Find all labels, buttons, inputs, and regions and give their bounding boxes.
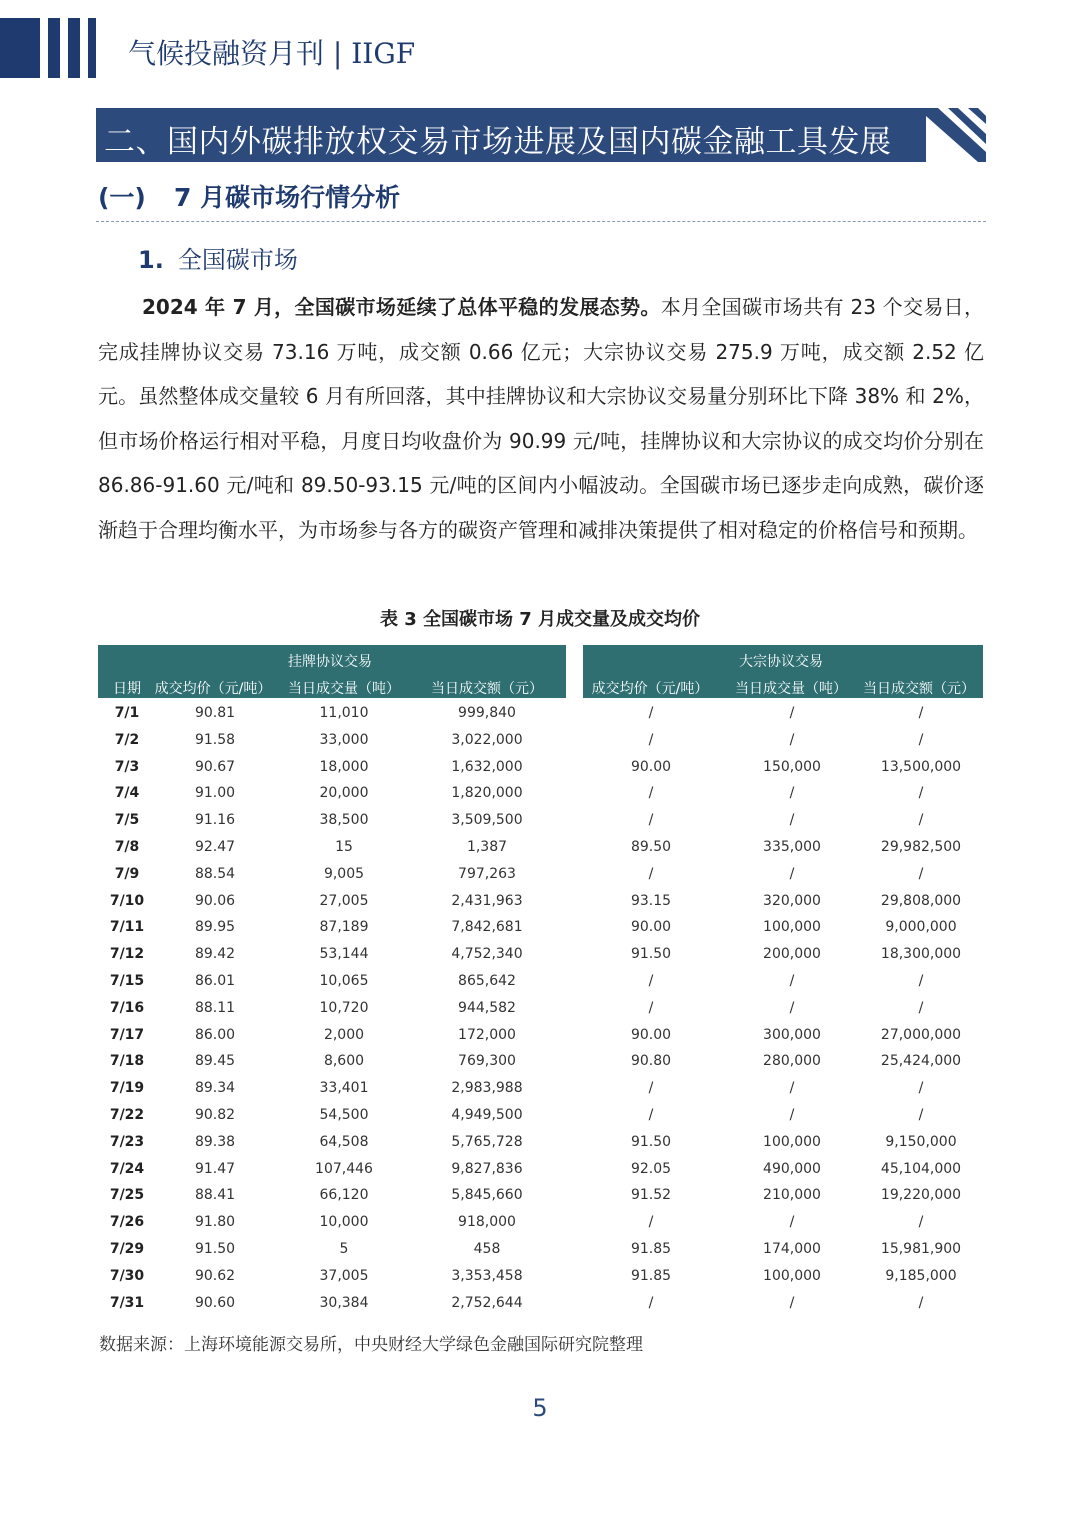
cell-listed-avg-price: 88.54 (194, 865, 236, 882)
cell-listed-avg-price: 86.01 (194, 973, 236, 989)
cell-listed-avg-price: 90.60 (194, 1294, 236, 1311)
cell-block-avg-price: 90.80 (630, 1053, 672, 1070)
cell-listed-volume: 10,065 (319, 973, 369, 989)
cell-block-amount: / (918, 1214, 924, 1231)
table-row (0, 1102, 1080, 1129)
cell-block-avg-price: 91.85 (630, 1241, 672, 1257)
cell-listed-amount: 2,431,963 (451, 892, 523, 909)
cell-block-avg-price: / (648, 785, 654, 802)
cell-listed-amount: 7,842,681 (451, 919, 523, 936)
cell-block-amount: 18,300,000 (880, 946, 962, 963)
cell-block-volume: 210,000 (763, 1187, 821, 1204)
cell-listed-avg-price: 90.62 (194, 1267, 236, 1284)
cell-listed-avg-price: 90.82 (194, 1107, 236, 1123)
cell-block-volume: 335,000 (763, 839, 821, 855)
cell-listed-avg-price: 91.47 (194, 1160, 236, 1177)
table-row (0, 1156, 1080, 1183)
page-number: 5 (532, 1394, 548, 1422)
cell-block-amount: / (918, 999, 924, 1016)
cell-date: 7/29 (109, 1241, 145, 1257)
subsubsection-heading (138, 240, 298, 275)
cell-block-volume: 150,000 (763, 758, 821, 775)
table-row (0, 1075, 1080, 1102)
col-header-listed-volume: 当日成交量（吨） (288, 681, 400, 697)
cell-listed-avg-price: 88.41 (194, 1187, 236, 1204)
cell-block-volume: 200,000 (763, 946, 821, 963)
cell-date: 7/24 (109, 1160, 145, 1177)
cell-date: 7/1 (114, 705, 140, 721)
cell-listed-amount: 865,642 (458, 973, 516, 989)
subsection-title: 7 月碳市场行情分析 (174, 183, 401, 212)
col-header-listed-amount: 当日成交额（元） (431, 681, 543, 697)
cell-listed-volume: 18,000 (319, 758, 369, 775)
cell-listed-avg-price: 91.50 (194, 1241, 236, 1257)
table-row (0, 1129, 1080, 1156)
group-header-listed: 挂牌协议交易 (288, 654, 372, 670)
table-header-block (583, 645, 983, 698)
cell-block-volume: 320,000 (763, 892, 821, 909)
cell-block-avg-price: 90.00 (630, 919, 672, 936)
cell-block-amount: 9,000,000 (885, 919, 957, 936)
cell-listed-amount: 3,509,500 (451, 812, 523, 829)
cell-listed-amount: 5,765,728 (451, 1133, 523, 1150)
table-row (0, 1209, 1080, 1236)
cell-block-amount: 9,185,000 (885, 1267, 957, 1284)
cell-block-avg-price: / (648, 812, 654, 829)
cell-date: 7/26 (109, 1214, 145, 1231)
cell-date: 7/5 (114, 812, 140, 829)
cell-block-amount: 13,500,000 (880, 758, 962, 775)
cell-listed-amount: 3,022,000 (451, 731, 523, 748)
cell-listed-avg-price: 90.81 (194, 705, 236, 721)
cell-block-volume: 100,000 (763, 1133, 821, 1150)
cell-listed-volume: 37,005 (319, 1267, 369, 1284)
cell-listed-volume: 107,446 (315, 1160, 373, 1177)
cell-block-amount: 25,424,000 (880, 1053, 962, 1070)
cell-listed-volume: 87,189 (319, 919, 369, 936)
table-row (0, 1290, 1080, 1317)
cell-listed-volume: 5 (339, 1241, 349, 1257)
cell-listed-amount: 172,000 (458, 1026, 516, 1043)
cell-date: 7/11 (109, 919, 145, 936)
cell-block-volume: / (789, 1107, 795, 1123)
cell-block-amount: 29,982,500 (880, 839, 962, 855)
cell-date: 7/15 (109, 973, 145, 989)
col-header-listed-avg-price: 成交均价（元/吨） (154, 681, 272, 697)
cell-block-amount: 19,220,000 (880, 1187, 962, 1204)
cell-listed-volume: 2,000 (323, 1026, 365, 1043)
cell-listed-amount: 2,752,644 (451, 1294, 523, 1311)
cell-date: 7/10 (109, 892, 145, 909)
cell-date: 7/16 (109, 999, 145, 1016)
cell-block-volume: / (789, 812, 795, 829)
cell-block-volume: / (789, 999, 795, 1016)
cell-block-volume: / (789, 865, 795, 882)
cell-block-avg-price: 90.00 (630, 1026, 672, 1043)
cell-listed-volume: 11,010 (319, 705, 369, 721)
col-header-date: 日期 (113, 681, 141, 697)
cell-block-volume: 300,000 (763, 1026, 821, 1043)
table-row (0, 941, 1080, 968)
cell-listed-amount: 4,949,500 (451, 1107, 523, 1123)
cell-listed-amount: 458 (473, 1241, 501, 1257)
cell-listed-amount: 918,000 (458, 1214, 516, 1231)
cell-listed-amount: 1,387 (466, 839, 508, 855)
cell-listed-avg-price: 89.34 (194, 1080, 236, 1097)
cell-listed-avg-price: 92.47 (194, 839, 236, 855)
cell-date: 7/30 (109, 1267, 145, 1284)
cell-date: 7/9 (114, 865, 140, 882)
cell-listed-volume: 27,005 (319, 892, 369, 909)
cell-block-amount: / (918, 785, 924, 802)
cell-date: 7/4 (114, 785, 140, 802)
cell-listed-amount: 2,983,988 (451, 1080, 523, 1097)
cell-date: 7/22 (109, 1107, 145, 1123)
table-row (0, 1236, 1080, 1263)
subsection-heading (98, 178, 400, 214)
cell-date: 7/23 (109, 1133, 145, 1150)
cell-listed-amount: 944,582 (458, 999, 516, 1016)
table-row (0, 1022, 1080, 1049)
cell-block-avg-price: 90.00 (630, 758, 672, 775)
cell-listed-volume: 53,144 (319, 946, 369, 963)
cell-block-volume: / (789, 785, 795, 802)
cell-date: 7/19 (109, 1080, 145, 1097)
cell-block-avg-price: 93.15 (630, 892, 672, 909)
table-caption: 表 3 全国碳市场 7 月成交量及成交均价 (379, 609, 701, 630)
cell-block-volume: 174,000 (763, 1241, 821, 1257)
cell-block-volume: 100,000 (763, 919, 821, 936)
table-row (0, 1182, 1080, 1209)
section-title: 二、国内外碳排放权交易市场进展及国内碳金融工具发展 (104, 124, 892, 160)
cell-listed-avg-price: 89.95 (194, 919, 236, 936)
cell-block-avg-price: / (648, 865, 654, 882)
data-source-note: 数据来源：上海环境能源交易所，中央财经大学绿色金融国际研究院整理 (99, 1335, 643, 1355)
cell-date: 7/2 (114, 731, 140, 748)
cell-block-amount: 29,808,000 (880, 892, 962, 909)
table-row (0, 834, 1080, 861)
cell-block-volume: / (789, 1080, 795, 1097)
cell-block-amount: 27,000,000 (880, 1026, 962, 1043)
cell-listed-volume: 66,120 (319, 1187, 369, 1204)
cell-block-volume: / (789, 1214, 795, 1231)
cell-block-amount: / (918, 812, 924, 829)
cell-listed-avg-price: 91.80 (194, 1214, 236, 1231)
cell-listed-volume: 33,000 (319, 731, 369, 748)
cell-block-amount: 15,981,900 (880, 1241, 962, 1257)
cell-listed-volume: 10,000 (319, 1214, 369, 1231)
cell-listed-volume: 38,500 (319, 812, 369, 829)
table-row (0, 754, 1080, 781)
cell-block-volume: / (789, 705, 795, 721)
cell-date: 7/12 (109, 946, 145, 963)
cell-date: 7/25 (109, 1187, 145, 1204)
col-header-block-amount: 当日成交额（元） (863, 681, 975, 697)
cell-listed-volume: 15 (335, 839, 353, 855)
cell-listed-avg-price: 91.16 (194, 812, 236, 829)
cell-listed-volume: 9,005 (323, 865, 365, 882)
paragraph-lead: 2024 年 7 月，全国碳市场延续了总体平稳的发展态势。 (142, 295, 661, 319)
table-row (0, 807, 1080, 834)
section-banner (96, 108, 986, 162)
dotted-divider (96, 221, 986, 222)
cell-date: 7/8 (114, 839, 140, 855)
cell-block-volume: 100,000 (763, 1267, 821, 1284)
cell-block-avg-price: / (648, 731, 654, 748)
cell-block-avg-price: 91.85 (630, 1267, 672, 1284)
cell-date: 7/3 (114, 758, 140, 775)
cell-block-amount: / (918, 1107, 924, 1123)
cell-listed-amount: 1,820,000 (451, 785, 523, 802)
cell-block-avg-price: / (648, 1107, 654, 1123)
subsubsection-title: 全国碳市场 (177, 246, 298, 274)
cell-block-volume: / (789, 1294, 795, 1311)
cell-listed-avg-price: 89.42 (194, 946, 236, 963)
diagonal-stripes-icon (926, 108, 986, 162)
cell-block-avg-price: 91.50 (630, 946, 672, 963)
cell-listed-amount: 769,300 (458, 1053, 516, 1070)
table-row (0, 700, 1080, 727)
col-header-block-avg-price: 成交均价（元/吨） (591, 681, 709, 697)
cell-block-volume: 280,000 (763, 1053, 821, 1070)
cell-block-volume: / (789, 973, 795, 989)
cell-listed-volume: 30,384 (319, 1294, 369, 1311)
table-header-listed (98, 645, 566, 698)
body-paragraph (98, 285, 984, 552)
cell-block-amount: / (918, 705, 924, 721)
cell-listed-amount: 999,840 (458, 705, 516, 721)
paragraph-body: 本月全国碳市场共有 23 个交易日，完成挂牌协议交易 73.16 万吨，成交额 0.66 亿元；大宗协议交易 275.9 万吨，成交额 2.52 亿元。虽然整体成交量较 6 月有所回落，其中挂牌协议和大宗协议交易量分别环比下降 38% 和 2%，但市场价格运行相对平稳，月度日均收盘价为 90.99 元/吨，挂牌协议和大宗协议的成交均价分别在 86.86-91.60 元/吨和 89.50-93.15 元/吨的区间内小幅波动。全国碳市场已逐步走向成熟，碳价逐渐趋于合理均衡水平，为市场参与各方的碳资产管理和减排决策提供了相对稳定的价格信号和预期。 (98, 295, 985, 542)
cell-block-amount: / (918, 973, 924, 989)
table-row (0, 914, 1080, 941)
cell-listed-amount: 797,263 (458, 865, 516, 882)
cell-listed-amount: 9,827,836 (451, 1160, 523, 1177)
cell-listed-avg-price: 90.06 (194, 892, 236, 909)
cell-listed-avg-price: 89.45 (194, 1053, 236, 1070)
cell-block-avg-price: 91.52 (630, 1187, 672, 1204)
cell-block-avg-price: / (648, 999, 654, 1016)
col-header-block-volume: 当日成交量（吨） (735, 681, 847, 697)
cell-block-avg-price: / (648, 1080, 654, 1097)
cell-listed-volume: 33,401 (319, 1080, 369, 1097)
cell-listed-volume: 20,000 (319, 785, 369, 802)
table-row (0, 995, 1080, 1022)
cell-date: 7/17 (109, 1026, 145, 1043)
cell-block-amount: / (918, 865, 924, 882)
cell-block-amount: 45,104,000 (880, 1160, 962, 1177)
table-row (0, 780, 1080, 807)
cell-block-amount: / (918, 731, 924, 748)
cell-block-avg-price: / (648, 1294, 654, 1311)
cell-listed-volume: 54,500 (319, 1107, 369, 1123)
cell-block-avg-price: / (648, 705, 654, 721)
table-row (0, 968, 1080, 995)
group-header-block: 大宗协议交易 (739, 654, 823, 670)
cell-listed-avg-price: 91.00 (194, 785, 236, 802)
cell-block-volume: / (789, 731, 795, 748)
cell-listed-volume: 64,508 (319, 1133, 369, 1150)
header-title: 气候投融资月刊 | IIGF (128, 37, 416, 70)
cell-listed-amount: 5,845,660 (451, 1187, 523, 1204)
cell-block-avg-price: 89.50 (630, 839, 672, 855)
table-row (0, 1048, 1080, 1075)
cell-block-volume: 490,000 (763, 1160, 821, 1177)
cell-listed-amount: 4,752,340 (451, 946, 523, 963)
cell-listed-avg-price: 91.58 (194, 731, 236, 748)
subsubsection-number: 1. (138, 246, 164, 274)
cell-listed-amount: 3,353,458 (451, 1267, 523, 1284)
cell-block-avg-price: / (648, 973, 654, 989)
cell-listed-avg-price: 86.00 (194, 1026, 236, 1043)
cell-listed-avg-price: 89.38 (194, 1133, 236, 1150)
cell-block-avg-price: / (648, 1214, 654, 1231)
cell-listed-avg-price: 90.67 (194, 758, 236, 775)
cell-block-avg-price: 91.50 (630, 1133, 672, 1150)
cell-listed-avg-price: 88.11 (194, 999, 236, 1016)
table-row (0, 861, 1080, 888)
cell-listed-amount: 1,632,000 (451, 758, 523, 775)
cell-listed-volume: 8,600 (323, 1053, 365, 1070)
table-row (0, 1263, 1080, 1290)
subsection-number: (一) (98, 183, 146, 212)
cell-block-amount: 9,150,000 (885, 1133, 957, 1150)
cell-block-amount: / (918, 1080, 924, 1097)
cell-date: 7/18 (109, 1053, 145, 1070)
cell-block-amount: / (918, 1294, 924, 1311)
cell-listed-volume: 10,720 (319, 999, 369, 1016)
table-row (0, 888, 1080, 915)
cell-date: 7/31 (109, 1294, 145, 1311)
cell-block-avg-price: 92.05 (630, 1160, 672, 1177)
table-row (0, 727, 1080, 754)
